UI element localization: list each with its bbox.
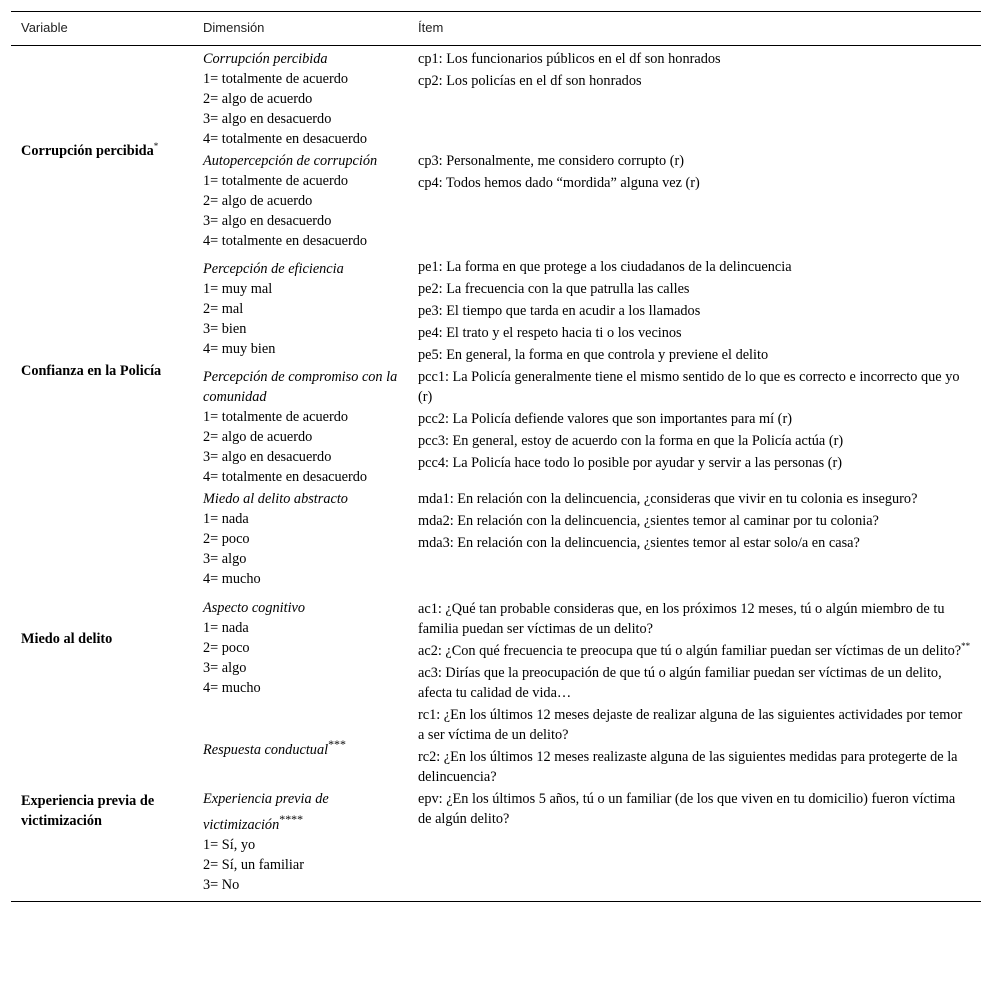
scale-option: 3= algo [203,551,247,567]
item-text: epv: ¿En los últimos 5 años, tú o un familiar (de los que viven en tu domicilio) fueron víctima de algún delito? [418,791,956,827]
scale-option: 1= Sí, yo [203,836,256,853]
item-cell [408,705,981,789]
item-text: mda1: En relación con la delincuencia, ¿consideras que vivir en tu colonia es inseguro? [418,491,918,507]
scale-option: 1= totalmente de acuerdo [203,71,349,87]
footnote-marker: *** [328,737,346,752]
variables-table-container [11,11,981,902]
dimension-cell [193,151,408,253]
item-text: mda3: En relación con la delincuencia, ¿sientes temor al estar solo/a en casa? [418,535,860,551]
scale-option: 2= algo de acuerdo [203,193,313,209]
footnote-marker: **** [279,812,304,826]
scale-option: 2= poco [203,640,250,656]
dimension-title: Aspecto cognitivo [203,600,306,616]
footnote-marker: ** [961,641,971,652]
item-cell [408,789,981,901]
dimension-cell [193,705,408,789]
header-variable: Variable [11,12,193,46]
item-text: ac1: ¿Qué tan probable consideras que, en los próximos 12 meses, tú o algún miembro de tu familia puedan ser víctimas de un delito? [418,601,945,637]
scale-option: 1= nada [203,620,249,636]
dimension-title-wrap [203,789,398,835]
scale-option: 3= algo en desacuerdo [203,213,332,229]
dimension-cell [193,253,408,367]
scale-option: 3= algo [203,660,247,676]
variables-table [11,11,981,902]
scale-option: 4= totalmente en desacuerdo [203,469,368,485]
scale-option: 3= algo en desacuerdo [203,111,332,127]
scale-option: 1= muy mal [203,281,273,297]
item-text: cp4: Todos hemos dado “mordida” alguna vez (r) [418,175,700,191]
variable-label: Corrupción percibida [21,143,154,159]
scale-option: 2= poco [203,531,250,547]
table-row [11,46,981,152]
table-row [11,253,981,367]
item-text: pcc1: La Policía generalmente tiene el mismo sentido de lo que es correcto e incorrecto que yo (r) [418,369,960,405]
scale-option: 3= No [203,876,240,893]
scale-option: 3= bien [203,321,247,337]
table-row [11,489,981,591]
item-text: pcc2: La Policía defiende valores que son importantes para mí (r) [418,411,792,427]
item-text: ac3: Dirías que la preocupación de que tú o algún familiar puedan ser víctimas de un delito, afecta tu calidad de vida… [418,665,942,701]
item-cell [408,46,981,152]
dimension-title: Percepción de compromiso con la comunidad [203,369,398,405]
header-item: Ítem [408,12,981,46]
item-cell [408,591,981,705]
item-cell [408,367,981,489]
scale-option: 2= mal [203,301,244,317]
scale-option: 1= nada [203,511,249,527]
item-text: cp3: Personalmente, me considero corrupto (r) [418,153,684,169]
item-text: mda2: En relación con la delincuencia, ¿sientes temor al caminar por tu colonia? [418,513,879,529]
item-text: pe3: El tiempo que tarda en acudir a los llamados [418,303,701,319]
scale-option: 2= algo de acuerdo [203,429,313,445]
dimension-title: Miedo al delito abstracto [203,491,348,507]
dimension-cell [193,489,408,591]
variable-cell-corrupcion [11,46,193,254]
item-text: cp2: Los policías en el df son honrados [418,73,642,89]
scale-option: 2= Sí, un familiar [203,856,304,873]
scale-option: 4= totalmente en desacuerdo [203,233,368,249]
scale-option: 1= totalmente de acuerdo [203,409,349,425]
scale-option: 4= totalmente en desacuerdo [203,131,368,147]
table-header-row [11,12,981,46]
dimension-title: Respuesta conductual [203,741,329,758]
dimension-cell [193,591,408,705]
variable-cell-confianza: Confianza en la Policía [21,363,162,379]
dimension-title: Corrupción percibida [203,51,328,67]
dimension-cell [193,367,408,489]
dimension-title: Autopercepción de corrupción [203,153,378,169]
item-cell [408,253,981,367]
item-text [418,641,971,661]
dimension-cell [193,46,408,152]
variable-cell-miedo: Miedo al delito [21,631,113,647]
item-text: pe4: El trato y el respeto hacia ti o los vecinos [418,325,682,341]
scale-option: 4= mucho [203,680,261,696]
item-text: pcc4: La Policía hace todo lo posible por ayudar y servir a las personas (r) [418,455,842,471]
scale-option: 3= algo en desacuerdo [203,449,332,465]
item-text: pe1: La forma en que protege a los ciudadanos de la delincuencia [418,259,792,275]
item-text: cp1: Los funcionarios públicos en el df son honrados [418,51,721,67]
variable-cell-experiencia: Experiencia previa de victimización [21,793,155,829]
item-text: pe5: En general, la forma en que controla y previene el delito [418,347,769,363]
dimension-title: Percepción de eficiencia [203,261,344,277]
item-text: pcc3: En general, estoy de acuerdo con la forma en que la Policía actúa (r) [418,433,844,449]
dimension-title-wrap [203,734,398,760]
dimension-title: Experiencia previa de victimización [203,791,329,833]
footnote-marker: * [153,141,159,152]
dimension-cell [193,789,408,901]
item-text: rc1: ¿En los últimos 12 meses dejaste de realizar alguna de las siguientes actividades por temor a ser víctima de un delito? [418,707,963,743]
scale-option: 1= totalmente de acuerdo [203,173,349,189]
item-cell [408,489,981,591]
item-text-body: ac2: ¿Con qué frecuencia te preocupa que tú o algún familiar puedan ser víctimas de un delito? [418,643,962,659]
scale-option: 4= muy bien [203,341,276,357]
scale-option: 2= algo de acuerdo [203,91,313,107]
header-dimension: Dimensión [193,12,408,46]
scale-option: 4= mucho [203,571,261,587]
table-row [11,789,981,901]
item-text: rc2: ¿En los últimos 12 meses realizaste alguna de las siguientes medidas para protegerte de la delincuencia? [418,749,958,785]
item-cell [408,151,981,253]
item-text: pe2: La frecuencia con la que patrulla las calles [418,281,690,297]
